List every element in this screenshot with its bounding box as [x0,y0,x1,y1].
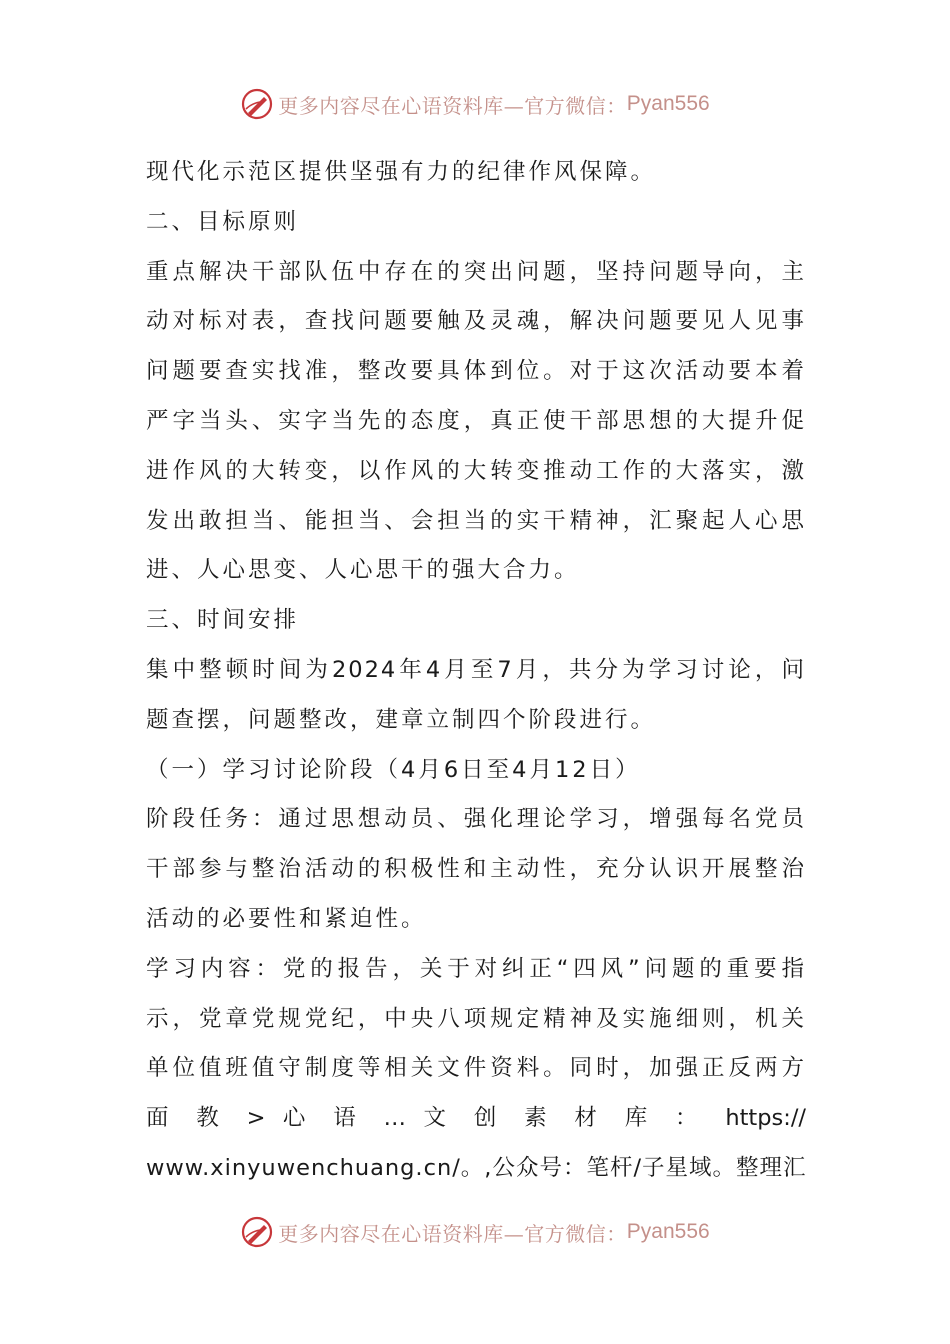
footer-watermark-text: 更多内容尽在心语资料库— [278,1221,525,1246]
text-line: 活动的必要性和紧迫性。 [146,905,427,932]
text-line: 现代化示范区提供坚强有力的纪律作风保障。 [146,159,657,185]
section-heading: 三、时间安排 [146,607,300,634]
text-line: 学习内容：党的报告，关于对纠正“四风”问题的重要指 [146,955,806,982]
text-line: 面 教 > 心 语 … 文 创 素 材 库 ： https:// [146,1105,806,1132]
text-line: 题查摆，问题整改，建章立制四个阶段进行。 [146,706,657,733]
text-line: www.xinyuwenchuang.cn/。,公众号：笔杆/子星域。整理汇 [146,1154,807,1181]
pen-logo-icon [240,87,274,121]
text-line: 问题要查实找准，整改要具体到位。对于这次活动要本着 [146,358,806,385]
text-line: 进作风的大转变，以作风的大转变推动工作的大落实，激 [146,457,806,484]
header-watermark [0,84,950,124]
header-watermark-text: 更多内容尽在心语资料库— [278,93,525,118]
document-body [146,148,806,1194]
text-line: 示，党章党规党纪，中央八项规定精神及实施细则，机关 [146,1005,806,1032]
text-line: 严字当头、实字当先的态度，真正使干部思想的大提升促 [146,407,806,434]
text-line: 单位值班值守制度等相关文件资料。同时，加强正反两方 [146,1055,806,1082]
header-watermark-id: Pyan556 [626,92,710,115]
text-line: 重点解决干部队伍中存在的突出问题，坚持问题导向，主 [146,258,806,285]
text-line: 阶段任务：通过思想动员、强化理论学习，增强每名党员 [146,806,806,833]
text-line: 干部参与整治活动的积极性和主动性，充分认识开展整治 [146,856,806,883]
footer-watermark [0,1212,950,1252]
text-line: 进、人心思变、人心思干的强大合力。 [146,557,580,584]
subsection-heading: （一）学习讨论阶段（4月6日至4月12日） [146,756,641,783]
pen-logo-icon [240,1215,274,1249]
footer-watermark-id: Pyan556 [626,1220,710,1243]
section-heading: 二、目标原则 [146,208,300,235]
footer-watermark-wechat: 官方微信： [524,1221,627,1246]
text-line: 发出敢担当、能担当、会担当的实干精神，汇聚起人心思 [146,507,806,534]
text-line: 动对标对表，查找问题要触及灵魂，解决问题要见人见事 [146,308,806,335]
header-watermark-wechat: 官方微信： [524,93,627,118]
text-line: 集中整顿时间为2024年4月至7月，共分为学习讨论，问 [146,656,806,683]
